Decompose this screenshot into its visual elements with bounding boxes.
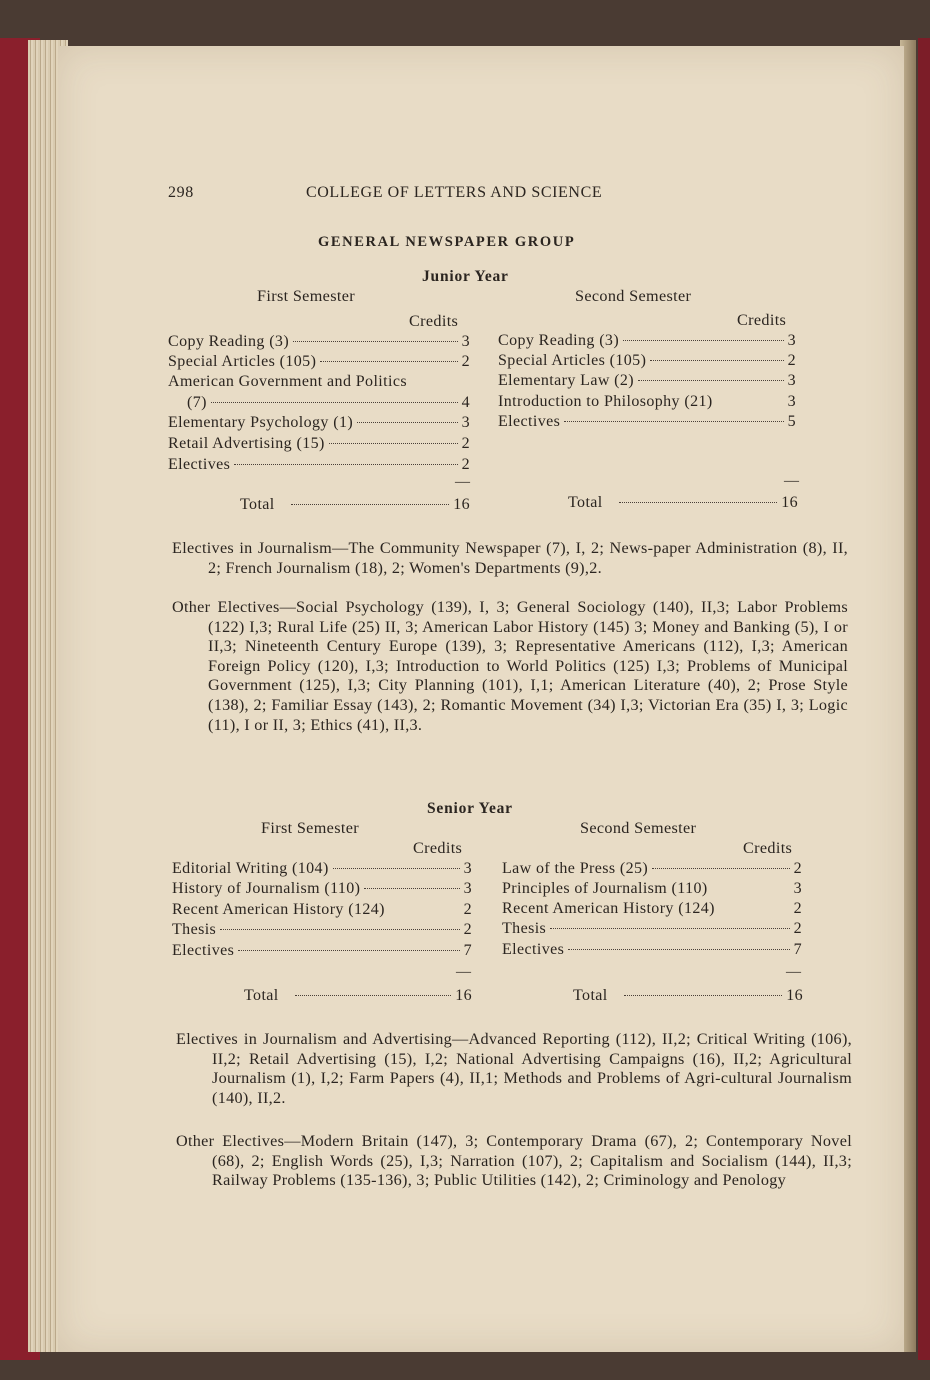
course-row — [172, 860, 472, 878]
total-label: Total — [244, 987, 279, 1004]
senior-first-credits-label: Credits — [413, 839, 463, 857]
total-credits: 16 — [455, 987, 472, 1004]
course-credits: 2 — [793, 860, 802, 877]
course-name: Copy Reading (3) — [168, 333, 290, 350]
course-name: American Government and Politics — [168, 373, 407, 390]
course-row — [172, 921, 472, 939]
course-row — [502, 900, 802, 918]
course-row — [172, 880, 472, 898]
page-number: 298 — [168, 184, 194, 201]
course-name: Elementary Law (2) — [498, 372, 635, 389]
sum-rule: — — [456, 964, 471, 980]
course-row — [498, 352, 796, 370]
senior-journalism-electives-note: Electives in Journalism and Advertising—Advanced Reporting (112), II,2; Critical Writing (106), II,2; Retail Advertising (15), I,2; National Advertising Campaigns (16), II,2; Agricultural Journalism (1), I,2; Farm Papers (4), II,1; Methods and Problems of Agri-cultural Journalism (140), II,2. — [176, 1030, 852, 1107]
senior-second-credits-label: Credits — [743, 839, 793, 857]
course-name: Recent American History (124) — [172, 901, 385, 918]
total-row — [568, 494, 798, 512]
course-row — [498, 413, 796, 431]
total-label: Total — [240, 496, 275, 513]
course-name: Elementary Psychology (1) — [168, 414, 354, 431]
total-row — [240, 496, 470, 514]
course-credits: 7 — [463, 942, 472, 959]
course-row — [187, 394, 470, 412]
course-credits: 3 — [461, 333, 470, 350]
course-name: Special Articles (105) — [168, 353, 317, 370]
sum-rule: — — [784, 473, 799, 489]
senior-second-semester-label: Second Semester — [580, 819, 697, 837]
total-credits: 16 — [453, 496, 470, 513]
course-row — [502, 860, 802, 878]
course-name: Electives — [498, 413, 561, 430]
junior-first-credits-label: Credits — [409, 312, 459, 330]
senior-first-semester-label: First Semester — [261, 819, 359, 837]
course-row — [498, 332, 796, 350]
course-row — [168, 456, 470, 474]
course-credits: 2 — [461, 435, 470, 452]
course-name: Thesis — [172, 921, 217, 938]
course-name: Editorial Writing (104) — [172, 860, 329, 877]
course-name: (7) — [187, 394, 207, 411]
course-credits: 5 — [787, 413, 796, 430]
course-name: Electives — [172, 942, 235, 959]
course-name: Thesis — [502, 920, 547, 937]
course-credits: 2 — [787, 352, 796, 369]
total-label: Total — [568, 494, 603, 511]
course-name: Recent American History (124) — [502, 900, 715, 917]
course-row — [168, 333, 470, 351]
course-name: Special Articles (105) — [498, 352, 647, 369]
course-credits: 2 — [793, 920, 802, 937]
course-name: Principles of Journalism (110) — [502, 880, 708, 897]
total-credits: 16 — [786, 987, 803, 1004]
course-name: Introduction to Philosophy (21) — [498, 393, 713, 410]
junior-second-credits-label: Credits — [737, 311, 787, 329]
course-credits: 2 — [793, 900, 802, 917]
course-name: Law of the Press (25) — [502, 860, 649, 877]
junior-year-label: Junior Year — [422, 268, 509, 285]
course-row — [502, 880, 802, 898]
course-row — [168, 435, 470, 453]
course-row — [502, 920, 802, 938]
course-credits: 2 — [463, 921, 472, 938]
course-name: Copy Reading (3) — [498, 332, 620, 349]
course-credits: 2 — [461, 353, 470, 370]
course-credits: 2 — [463, 901, 472, 918]
course-credits: 3 — [787, 393, 796, 410]
group-title: GENERAL NEWSPAPER GROUP — [318, 234, 576, 250]
course-row — [172, 901, 472, 919]
total-row — [244, 987, 472, 1005]
sum-rule: — — [786, 964, 801, 980]
total-row — [573, 987, 803, 1005]
course-credits: 3 — [787, 332, 796, 349]
junior-other-electives-note: Other Electives—Social Psychology (139), I, 3; General Sociology (140), II,3; Labor Problems (122) I,3; Rural Life (25) II, 3; American Labor History (145) 3; Money and Banking (5), I or II,3; Nineteenth Century Europe (139), 3; Representative Americans (112), I,3; American Foreign Policy (120), I,3; Introduction to World Politics (125) I,3; Problems of Municipal Government (125), I,3; City Planning (101), I,1; American Literature (40), 2; Prose Style (138), 2; Familiar Essay (143), 2; Romantic Movement (34) I,3; Victorian Era (35) I, 3; Logic (11), I or II, 3; Ethics (41), II,3. — [172, 598, 848, 734]
course-credits: 7 — [793, 941, 802, 958]
course-credits: 2 — [461, 456, 470, 473]
senior-other-electives-note: Other Electives—Modern Britain (147), 3; Contemporary Drama (67), 2; Contemporary Novel (68), 2; English Words (25), I,3; Narration (107), 2; Capitalism and Socialism (144), II,3; Railway Problems (135-136), 3; Public Utilities (142), 2; Criminology and Penology — [176, 1132, 852, 1190]
course-credits: 4 — [461, 394, 470, 411]
course-name: Electives — [168, 456, 231, 473]
course-row — [498, 372, 796, 390]
course-name: History of Journalism (110) — [172, 880, 361, 897]
total-credits: 16 — [781, 494, 798, 511]
course-credits: 3 — [463, 860, 472, 877]
senior-year-label: Senior Year — [427, 800, 513, 817]
junior-first-semester-label: First Semester — [257, 287, 355, 305]
course-credits: 3 — [787, 372, 796, 389]
course-credits: 3 — [793, 880, 802, 897]
junior-second-semester-label: Second Semester — [575, 287, 692, 305]
course-row — [498, 393, 796, 411]
course-row — [168, 414, 470, 432]
course-row — [168, 353, 470, 371]
course-name: Electives — [502, 941, 565, 958]
course-credits: 3 — [463, 880, 472, 897]
course-credits: 3 — [461, 414, 470, 431]
course-row — [502, 941, 802, 959]
course-name: Retail Advertising (15) — [168, 435, 325, 452]
total-label: Total — [573, 987, 608, 1004]
course-row — [172, 942, 472, 960]
junior-journalism-electives-note: Electives in Journalism—The Community Newspaper (7), I, 2; News-paper Administration (8), II, 2; French Journalism (18), 2; Women's Departments (9),2. — [172, 539, 848, 577]
cover-edge-right — [918, 38, 930, 1360]
running-title: COLLEGE OF LETTERS AND SCIENCE — [306, 184, 603, 201]
sum-rule: — — [455, 474, 470, 490]
